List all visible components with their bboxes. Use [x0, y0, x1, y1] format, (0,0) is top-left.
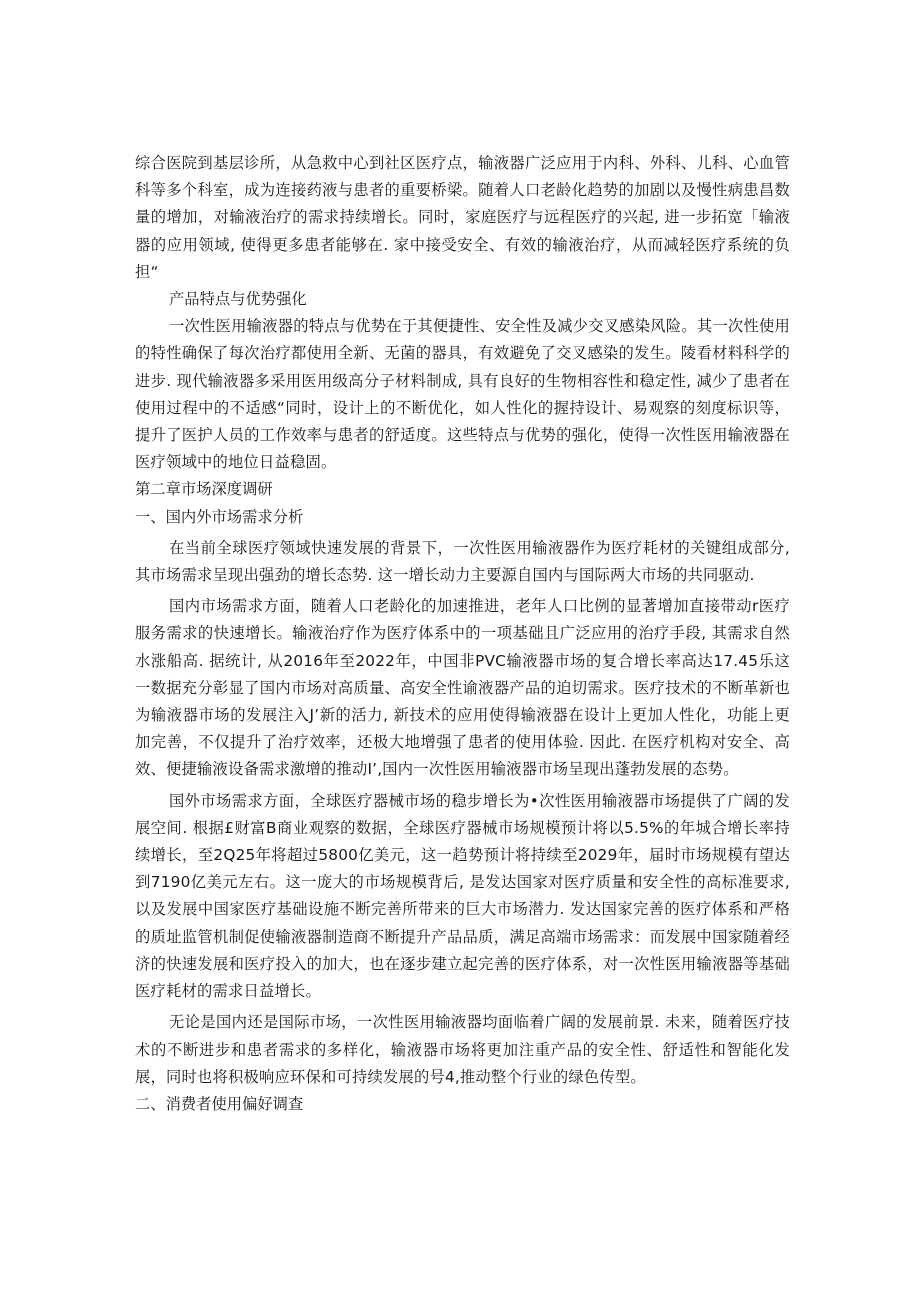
market-paragraph-4: 无论是国内还是国际市场，一次性医用输液器均面临着广阔的发展前景. 未来，随着医疗技术的不断进步和患者需求的多样化，输液器市场将更加注重产品的安全性、舒适性和智能化发展，同时也将积极响应环保和可持续发展的号4,推动整个行业的绿色传型。	[135, 1013, 790, 1086]
intro-paragraph: 综合医院到基层诊所，从急救中心到社区医疗点，输液器广泛应用于内科、外科、儿科、心血管科等多个科室，成为连接药液与患者的重要桥梁。随着人口老龄化趋势的加剧以及慢性病患昌数量的增加，对输液治疗的需求持续增长。同时，家庭医疗与远程医疗的兴起, 进一步拓宽「输液器的应用领域, 使得更多患者能够在. 家中接受安全、有效的输液治疗，从而减轻医疗系统的负担“	[135, 154, 790, 281]
section-product-title: 产品特点与优势强化	[169, 290, 307, 309]
section2-title: 二、消费者使用偏好调查	[135, 1094, 304, 1113]
market-paragraph-1: 在当前全球医疗领域快速发展的背景下，一次性医用输液器作为医疗耗材的关键组成部分, 其市场需求呈现出强劲的增长态势. 这一增长动力主要源自国内与国际两大市场的共同驱动.	[135, 538, 790, 585]
market-paragraph-3: 国外市场需求方面，全球医疗器械市场的稳步增长为•次性医用输液器市场提供了广阔的发展空间. 根据£财富B商业观察的数据，全球医疗器械市场规模预计将以5.5%的年城合增长率持续增长，至2Q25年将超过5800亿美元，这一趋势预计将持续至2029年，届时市场规模有望达到7190亿美元左右。这一庞大的市场规模背后, 是发达国家对医疗质量和安全性的高标准要求, 以及发展中国家医疗基础设施不断完善所带来的巨大市场潜力. 发达国家完善的医疗体系和严格的质址监管机制促使输液器制造商不断提升产品品质，满足高端市场需求：而发展中国家随着经济的快速发展和医疗投入的加大，也在逐步建立起完善的医疗体系，对一次性医用输液器等基础医疗耗材的需求日益增长。	[135, 791, 790, 1001]
document-body	[135, 150, 790, 1118]
chapter-title: 第二章市场深度调研	[135, 480, 273, 499]
market-paragraph-2: 国内市场需求方面，随着人口老龄化的加速推进，老年人口比例的显著增加直接带动r医疗服务需求的快速增长。输液治疗作为医疗体系中的一项基础且广泛应用的治疗手段, 其需求自然水涨船高. 据统计, 从2016年至2022年，中国非PVC输液器市场的复合增长率高达17.45乐这一数据充分彰显了国内市场对高质量、高安全性谕液器产品的迫切需求。医疗技术的不断革新也为输液器市场的发展注入J’新的活力, 新技术的应用使得输液器在设计上更加人性化，功能上更加完善，不仅提升了治疗效率，还极大地增强了患者的使用体验. 因此. 在医疗机构对安全、高效、便捷输液设备需求激增的推动I’,国内一次性医用输液器市场呈现出蓬勃发展的态势。	[135, 597, 790, 779]
section1-title: 一、国内外市场需求分析	[135, 507, 304, 526]
product-paragraph: 一次性医用输液器的特点与优势在于其便捷性、安全性及减少交叉感染风险。其一次性使用的特性确保了每次治疗都使用全新、无菌的器具，有效避免了交叉感染的发生。陵看材料科学的进步. 现代输液器多采用医用级高分子材料制成, 具有良好的生物相容性和稳定性, 减少了患者在使用过程中的不适感“同时，设计上的不断优化，如人性化的握持设计、易观察的刻度标识等，提升了医护人员的工作效率与患者的舒适度。这些特点与优势的强化，使得一次性医用输液器在医疗领域中的地位日益稳固。	[135, 317, 790, 472]
